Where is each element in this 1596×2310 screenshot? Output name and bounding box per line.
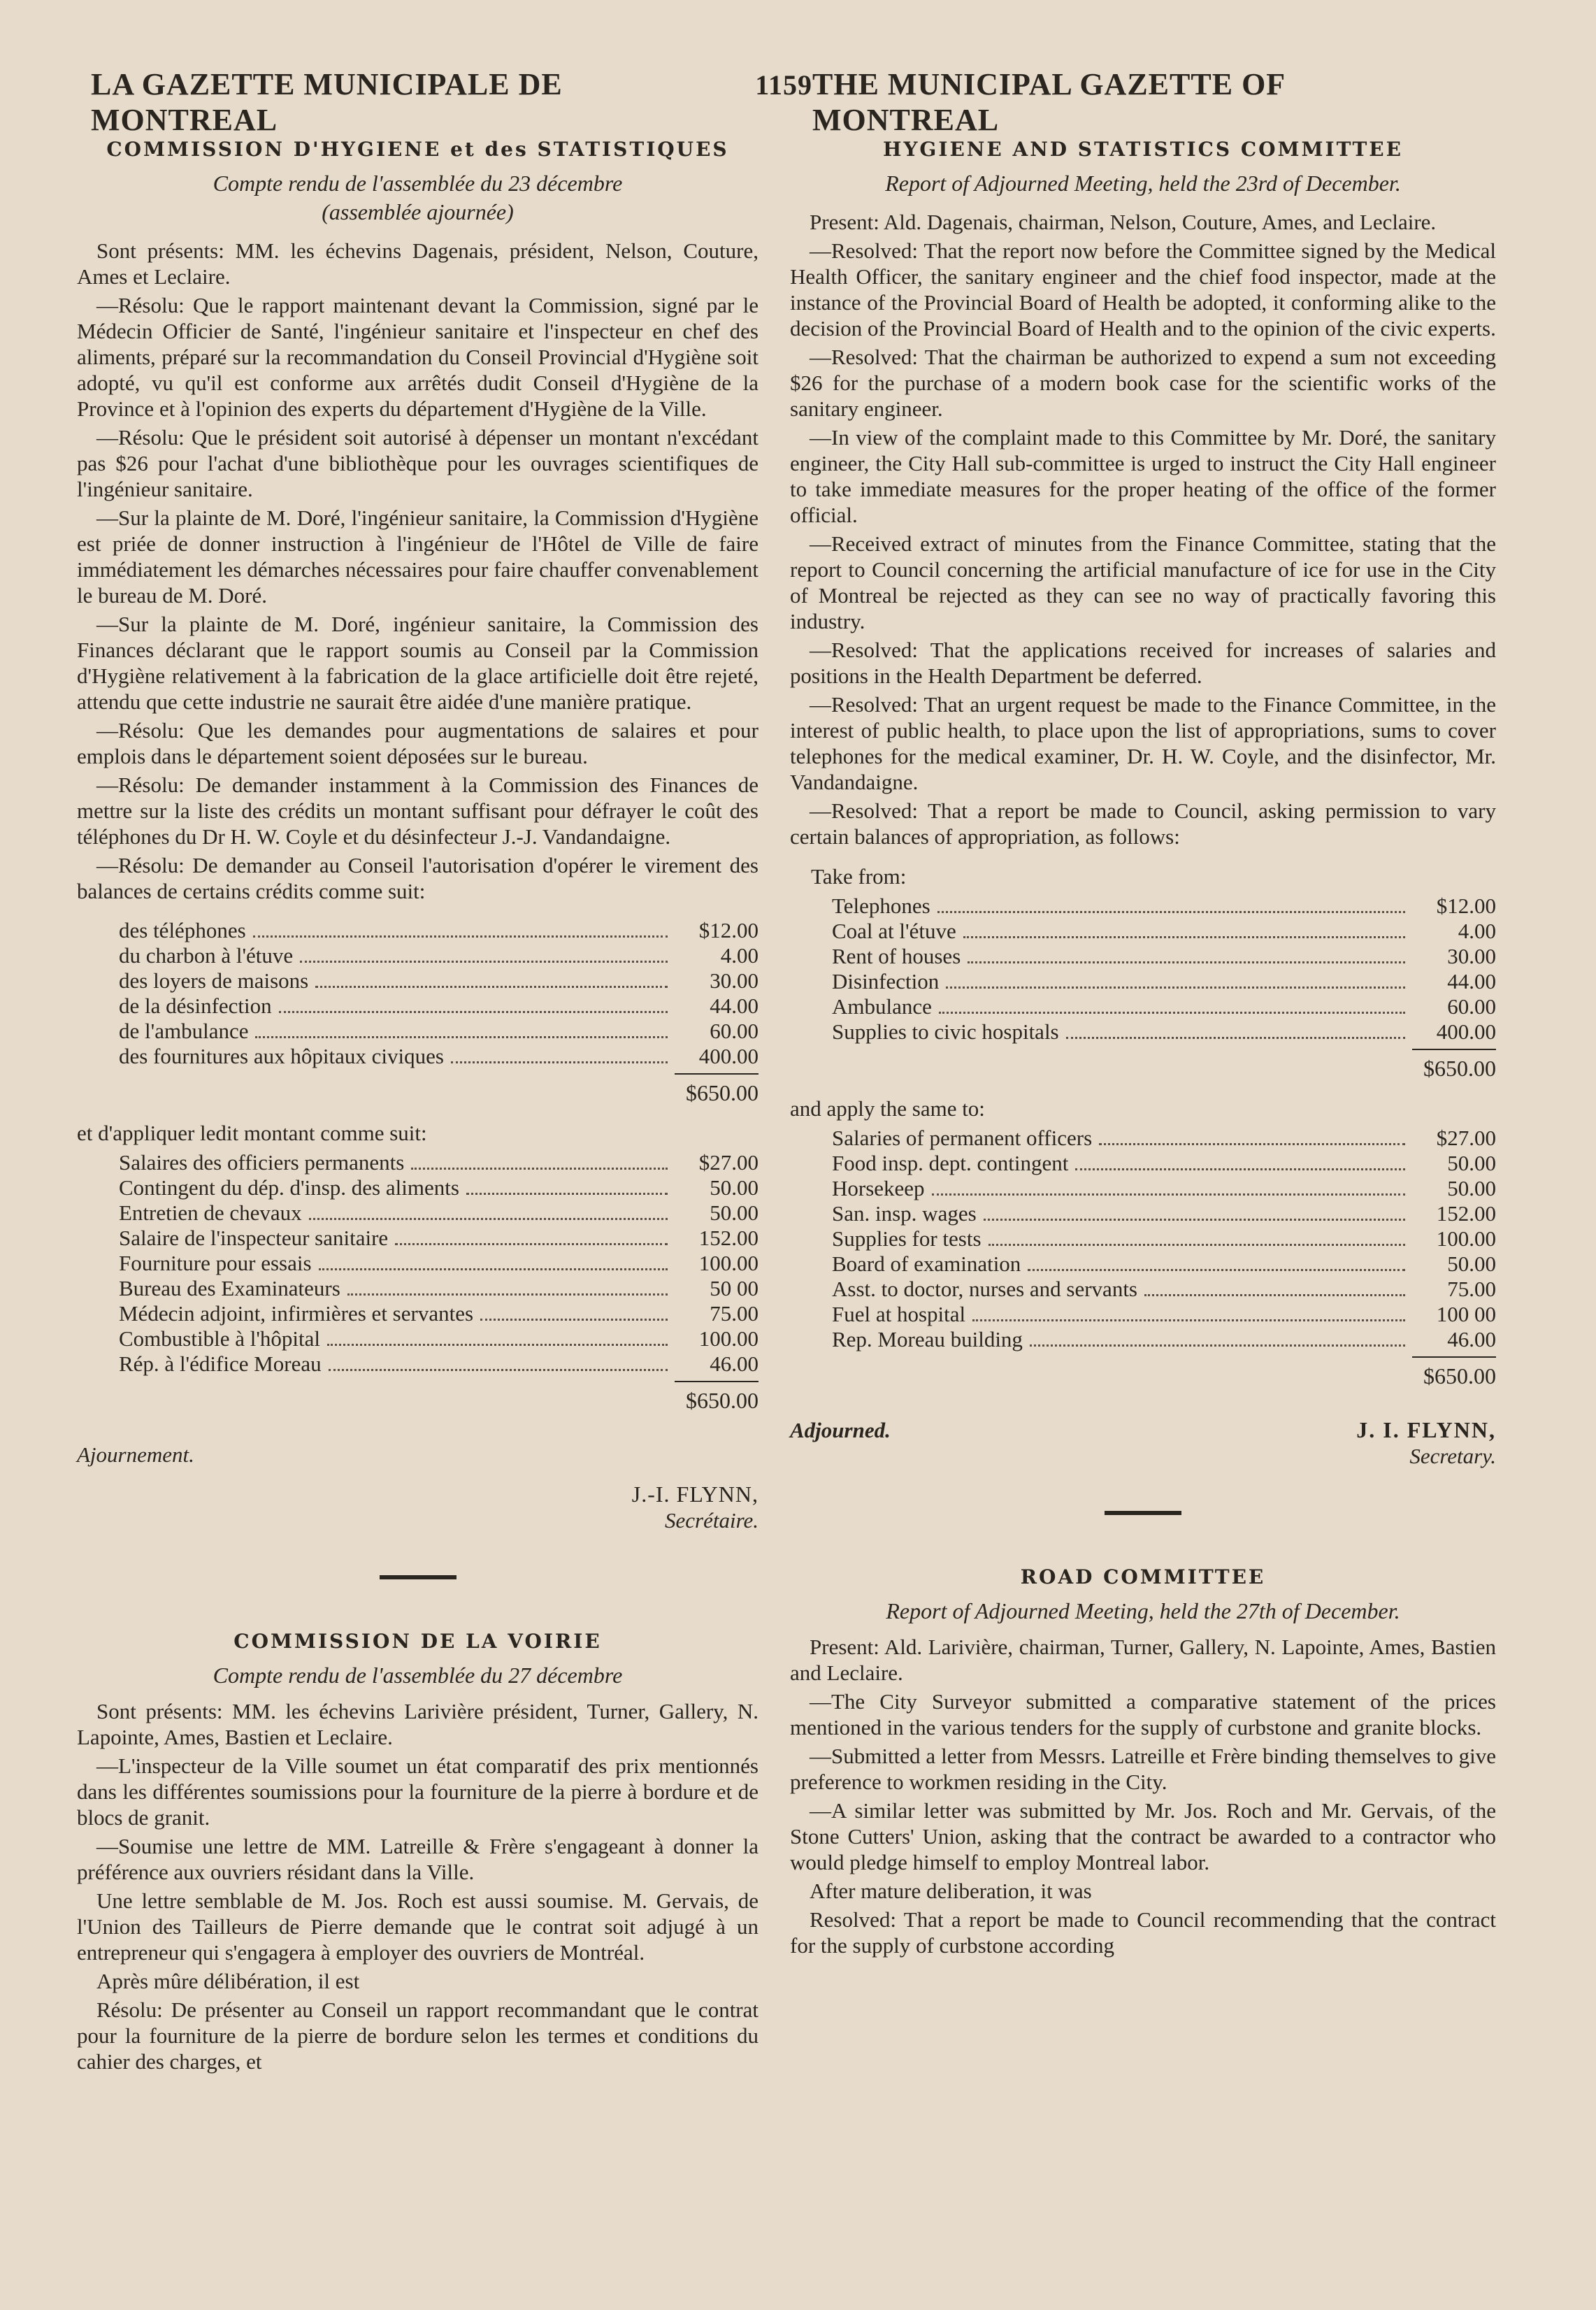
ledger-label: Bureau des Examinateurs — [119, 1276, 340, 1300]
ledger-label: Contingent du dép. d'insp. des aliments — [119, 1175, 459, 1200]
ledger-amount: 400.00 — [698, 1044, 759, 1068]
dot-leader — [963, 936, 1405, 938]
ledger-row — [790, 1126, 1496, 1151]
ledger-row — [77, 1200, 759, 1226]
ledger-label: Asst. to doctor, nurses and servants — [832, 1277, 1137, 1301]
signature: J.-I. FLYNN, — [631, 1482, 759, 1507]
section-subtitle: Report of Adjourned Meeting, held the 23rd of December. — [885, 171, 1401, 196]
ledger-amount: 50.00 — [1447, 1251, 1496, 1276]
ledger-label: San. insp. wages — [832, 1201, 977, 1226]
ledger-amount: 100 00 — [1436, 1302, 1496, 1326]
signature-title: Secretary. — [1409, 1444, 1496, 1468]
ledger-amount: 46.00 — [710, 1351, 759, 1376]
ledger-row — [790, 1201, 1496, 1226]
ledger-row — [790, 1226, 1496, 1251]
ledger-label: du charbon à l'étuve — [119, 943, 294, 968]
ledger-amount: 30.00 — [710, 968, 759, 993]
ledger-amount: 60.00 — [1447, 994, 1496, 1019]
paragraph: After mature deliberation, it was — [810, 1879, 1092, 1903]
ledger-amount: 100.00 — [698, 1326, 759, 1351]
dot-leader — [932, 1193, 1405, 1196]
ledger-amount: 60.00 — [710, 1019, 759, 1043]
ledger-amount: 50.00 — [1447, 1176, 1496, 1200]
ledger-amount: 400.00 — [1436, 1019, 1496, 1044]
paragraph: —L'inspecteur de la Ville soumet un état comparatif des prix mentionnés dans les différentes soumissions pour la fourniture de la pierre à bordure et de blocs de granit. — [77, 1753, 759, 1830]
ledger-amount: 100.00 — [1436, 1226, 1496, 1251]
paragraph: —Submitted a letter from Messrs. Latreille et Frère binding themselves to give preference to workmen residing in the City. — [790, 1744, 1496, 1794]
adjourned-note: Ajournement. — [77, 1442, 194, 1467]
paragraph: —The City Surveyor submitted a comparative statement of the prices mentioned in the various tenders for the supply of curbstone and granite blocks. — [790, 1689, 1496, 1739]
paragraph: Sont présents: MM. les échevins Dagenais, président, Nelson, Couture, Ames et Leclaire. — [77, 238, 759, 289]
ledger-total: $650.00 — [686, 1080, 759, 1105]
ledger-label: des loyers de maisons — [119, 968, 309, 993]
ledger-label: Salaries of permanent officers — [832, 1126, 1093, 1150]
ledger-label: Horsekeep — [832, 1176, 925, 1200]
ledger-row — [790, 919, 1496, 944]
ledger-label: Médecin adjoint, infirmières et servantes — [119, 1301, 474, 1326]
transfer-to-list — [77, 1120, 759, 1414]
dot-leader — [466, 1193, 668, 1195]
ledger-label: Board of examination — [832, 1251, 1021, 1276]
dot-leader — [1144, 1294, 1405, 1296]
ledger-lead: and apply the same to: — [790, 1096, 985, 1121]
ledger-row — [790, 1251, 1496, 1277]
section-subtitle-2: (assemblée ajournée) — [322, 199, 514, 224]
paragraph: —Resolved: That an urgent request be made to the Finance Committee, in the interest of public health, to place upon the list of appropriations, sums to cover telephones for the medical examiner, Dr. H. W. Coyle, and the disinfector, Mr. Vandandaigne. — [790, 692, 1496, 794]
dot-leader — [347, 1293, 668, 1296]
dot-leader — [984, 1219, 1405, 1221]
paragraph: —Received extract of minutes from the Finance Committee, stating that the report to Council concerning the artificial manufacture of ice for use in the City of Montreal be rejected as they can see no way of practically favoring this industry. — [790, 531, 1496, 633]
ledger-label: Food insp. dept. contingent — [832, 1151, 1069, 1175]
header-english-title: THE MUNICIPAL GAZETTE OF MONTREAL — [812, 67, 1285, 137]
total-rule — [675, 1381, 759, 1382]
ledger-label: des fournitures aux hôpitaux civiques — [119, 1044, 444, 1068]
signature-row — [790, 1417, 1496, 1443]
paragraph: Present: Ald. Dagenais, chairman, Nelson, Couture, Ames, and Leclaire. — [810, 210, 1437, 234]
ledger-label: Supplies for tests — [832, 1226, 982, 1251]
paragraph: Après mûre délibération, il est — [96, 1969, 360, 1993]
dot-leader — [1028, 1269, 1405, 1271]
dot-leader — [1099, 1143, 1405, 1145]
signature-title: Secrétaire. — [665, 1508, 759, 1533]
ledger-label: de l'ambulance — [119, 1019, 249, 1043]
ledger-row — [790, 1151, 1496, 1176]
ledger-total: $650.00 — [1423, 1056, 1496, 1081]
paragraph: —Resolved: That a report be made to Council, asking permission to vary certain balances of appropriation, as follows: — [790, 798, 1496, 849]
section-title: HYGIENE AND STATISTICS COMMITTEE — [882, 138, 1403, 161]
ledger-row — [77, 1175, 759, 1200]
dot-leader — [1075, 1168, 1405, 1170]
ledger-row — [77, 1326, 759, 1351]
section-separator — [1105, 1511, 1181, 1515]
ledger-amount: 50.00 — [1447, 1151, 1496, 1175]
ledger-amount: 152.00 — [698, 1226, 759, 1250]
dot-leader — [319, 1268, 668, 1270]
section-subtitle: Compte rendu de l'assemblée du 23 décembre — [213, 171, 623, 196]
ledger-lead: Take from: — [811, 864, 907, 889]
section-subtitle: Compte rendu de l'assemblée du 27 décembre — [213, 1663, 623, 1688]
dot-leader — [279, 1011, 668, 1013]
ledger-label: Entretien de chevaux — [119, 1200, 302, 1225]
total-rule — [1412, 1356, 1496, 1358]
french-column — [77, 136, 759, 2077]
ledger-amount: 30.00 — [1447, 944, 1496, 968]
ledger-label: Telephones — [832, 894, 930, 918]
ledger-row — [77, 1019, 759, 1044]
section-separator — [380, 1575, 456, 1579]
total-rule — [675, 1073, 759, 1075]
ledger-row — [77, 1150, 759, 1175]
ledger-label: Coal at l'étuve — [832, 919, 956, 943]
paragraph: —Résolu: De demander au Conseil l'autorisation d'opérer le virement des balances de certains crédits comme suit: — [77, 853, 759, 903]
ledger-row — [77, 1251, 759, 1276]
ledger-amount: 4.00 — [720, 943, 759, 968]
section-subtitle: Report of Adjourned Meeting, held the 27th of December. — [886, 1598, 1400, 1623]
paragraph: —A similar letter was submitted by Mr. Jos. Roch and Mr. Gervais, of the Stone Cutters' Union, asking that the contract be awarded to a contractor who would pledge himself to employ Montreal labor. — [790, 1798, 1496, 1874]
ledger-row — [77, 1044, 759, 1069]
ledger-label: Rép. à l'édifice Moreau — [119, 1351, 322, 1376]
ledger-label: Ambulance — [832, 994, 932, 1019]
dot-leader — [300, 961, 668, 963]
ledger-label: Salaires des officiers permanents — [119, 1150, 405, 1175]
dot-leader — [968, 961, 1405, 963]
ledger-label: Rent of houses — [832, 944, 961, 968]
dot-leader — [946, 987, 1405, 989]
ledger-row — [77, 1301, 759, 1326]
ledger-row — [790, 1019, 1496, 1045]
ledger-row — [77, 1276, 759, 1301]
paragraph: —Resolved: That the chairman be authorized to expend a sum not exceeding $26 for the purchase of a modern book case for the scientific works of the sanitary engineer. — [790, 345, 1496, 421]
page-number: 1159 — [755, 69, 812, 101]
transfer-from-list — [77, 918, 759, 1106]
ledger-row — [790, 969, 1496, 994]
section-title: COMMISSION D'HYGIENE et des STATISTIQUES — [106, 138, 729, 161]
dot-leader — [1030, 1344, 1405, 1347]
dot-leader — [451, 1061, 668, 1063]
ledger-amount: $12.00 — [698, 918, 759, 942]
ledger-amount: 152.00 — [1436, 1201, 1496, 1226]
dot-leader — [395, 1243, 668, 1245]
ledger-label: des téléphones — [119, 918, 246, 942]
dot-leader — [972, 1319, 1405, 1321]
ledger-label: Salaire de l'inspecteur sanitaire — [119, 1226, 389, 1250]
ledger-row — [790, 994, 1496, 1019]
paragraph: —Résolu: Que le président soit autorisé à dépenser un montant n'excédant pas $26 pour l'achat d'une bibliothèque pour les ouvrages scientifiques de l'ingénieur sanitaire. — [77, 425, 759, 501]
adjourned-note: Adjourned. — [790, 1418, 891, 1442]
ledger-lead: et d'appliquer ledit montant comme suit: — [77, 1121, 427, 1145]
ledger-amount: 44.00 — [1447, 969, 1496, 993]
section-title: ROAD COMMITTEE — [1020, 1565, 1266, 1588]
ledger-amount: $27.00 — [1436, 1126, 1496, 1150]
ledger-amount: $27.00 — [698, 1150, 759, 1175]
ledger-amount: $12.00 — [1436, 894, 1496, 918]
paragraph: —Résolu: Que le rapport maintenant devant la Commission, signé par le Médecin Officier de Santé, l'ingénieur sanitaire et l'inspecteur en chef des aliments, préparé sur la recommandation du Conseil Provincial d'Hygiène soit adopté, vu qu'il est conforme aux arrêtés dudit Conseil d'Hygiène de la Province et à l'opinion des experts du département d'Hygiène de la Ville. — [77, 293, 759, 421]
ledger-amount: 4.00 — [1458, 919, 1496, 943]
dot-leader — [937, 911, 1405, 913]
ledger-label: Combustible à l'hôpital — [119, 1326, 321, 1351]
paragraph: Resolved: That a report be made to Council recommending that the contract for the supply of curbstone according — [790, 1907, 1496, 1958]
dot-leader — [411, 1168, 668, 1170]
ledger-row — [77, 1226, 759, 1251]
ledger-row — [77, 1351, 759, 1377]
total-rule — [1412, 1049, 1496, 1050]
dot-leader — [255, 1036, 668, 1038]
ledger-total: $650.00 — [686, 1388, 759, 1413]
ledger-label: Fourniture pour essais — [119, 1251, 312, 1275]
dot-leader — [315, 986, 668, 988]
dot-leader — [988, 1244, 1405, 1246]
ledger-label: Supplies to civic hospitals — [832, 1019, 1059, 1044]
paragraph: —Sur la plainte de M. Doré, l'ingénieur sanitaire, la Commission d'Hygiène est priée de donner instruction à l'ingénieur de l'Hôtel de Ville de faire immédiatement les démarches nécessaires pour faire chauffer convenablement le bureau de M. Doré. — [77, 505, 759, 608]
ledger-row — [77, 943, 759, 968]
ledger-amount: 50 00 — [710, 1276, 759, 1300]
header-french-title: LA GAZETTE MUNICIPALE DE MONTREAL — [91, 67, 563, 137]
transfer-to-list — [790, 1096, 1496, 1389]
paragraph: —Sur la plainte de M. Doré, ingénieur sanitaire, la Commission des Finances déclarant que le rapport soumis au Conseil par la Commission d'Hygiène relativement à la fabrication de la glace artificielle doit être rejeté, attendu que cette industrie ne saurait être aidée d'une manière pratique. — [77, 612, 759, 714]
ledger-row — [790, 1277, 1496, 1302]
transfer-from-list — [790, 863, 1496, 1082]
ledger-row — [790, 894, 1496, 919]
ledger-row — [77, 918, 759, 943]
section-title: COMMISSION DE LA VOIRIE — [233, 1630, 602, 1653]
paragraph: —Resolved: That the applications received for increases of salaries and positions in the Health Department be deferred. — [790, 638, 1496, 688]
dot-leader — [480, 1319, 668, 1321]
ledger-row — [790, 944, 1496, 969]
ledger-amount: 50.00 — [710, 1175, 759, 1200]
ledger-total: $650.00 — [1423, 1363, 1496, 1389]
ledger-amount: 50.00 — [710, 1200, 759, 1225]
ledger-label: de la désinfection — [119, 993, 272, 1018]
page-header — [91, 66, 1477, 138]
ledger-amount: 44.00 — [710, 993, 759, 1018]
dot-leader — [327, 1344, 668, 1346]
paragraph: Sont présents: MM. les échevins Larivière président, Turner, Gallery, N. Lapointe, Ames, Bastien et Leclaire. — [77, 1699, 759, 1749]
english-column — [790, 136, 1496, 1961]
ledger-amount: 75.00 — [710, 1301, 759, 1326]
paragraph: Present: Ald. Larivière, chairman, Turner, Gallery, N. Lapointe, Ames, Bastien and Leclaire. — [790, 1635, 1496, 1685]
dot-leader — [939, 1012, 1405, 1014]
ledger-amount: 46.00 — [1447, 1327, 1496, 1351]
ledger-label: Fuel at hospital — [832, 1302, 966, 1326]
dot-leader — [1066, 1037, 1405, 1039]
paragraph: —In view of the complaint made to this Committee by Mr. Doré, the sanitary engineer, the City Hall sub-committee is urged to instruct the City Hall engineer to take immediate measures for the proper heating of the office of the former official. — [790, 425, 1496, 527]
dot-leader — [329, 1369, 668, 1371]
ledger-amount: 100.00 — [698, 1251, 759, 1275]
paragraph: Une lettre semblable de M. Jos. Roch est aussi soumise. M. Gervais, de l'Union des Tailleurs de Pierre demande que le contrat soit adjugé à un entrepreneur qui s'engagera à employer des ouvriers de Montréal. — [77, 1888, 759, 1965]
ledger-row — [77, 968, 759, 993]
signature: J. I. FLYNN, — [1356, 1417, 1496, 1442]
ledger-row — [790, 1302, 1496, 1327]
dot-leader — [309, 1218, 668, 1220]
ledger-label: Disinfection — [832, 969, 940, 993]
paragraph: Résolu: De présenter au Conseil un rapport recommandant que le contrat pour la fourniture de la pierre de bordure selon les termes et conditions du cahier des charges, et — [77, 1997, 759, 2074]
paragraph: —Résolu: De demander instamment à la Commission des Finances de mettre sur la liste des crédits un montant suffisant pour défrayer le coût des téléphones du Dr H. W. Coyle et du désinfecteur J.-J. Vandandaigne. — [77, 773, 759, 849]
paragraph: —Résolu: Que les demandes pour augmentations de salaires et pour emplois dans le département soient déposées sur le bureau. — [77, 718, 759, 768]
ledger-row — [790, 1176, 1496, 1201]
dot-leader — [253, 935, 668, 938]
ledger-label: Rep. Moreau building — [832, 1327, 1023, 1351]
paragraph: —Soumise une lettre de MM. Latreille & Frère s'engageant à donner la préférence aux ouvriers résidant dans la Ville. — [77, 1834, 759, 1884]
paragraph: —Resolved: That the report now before the Committee signed by the Medical Health Officer, the sanitary engineer and the chief food inspector, made at the instance of the Provincial Board of Health be adopted, it conforming alike to the decision of the Provincial Board of Health and to the opinion of the civic experts. — [790, 238, 1496, 340]
ledger-row — [790, 1327, 1496, 1352]
ledger-amount: 75.00 — [1447, 1277, 1496, 1301]
ledger-row — [77, 993, 759, 1019]
